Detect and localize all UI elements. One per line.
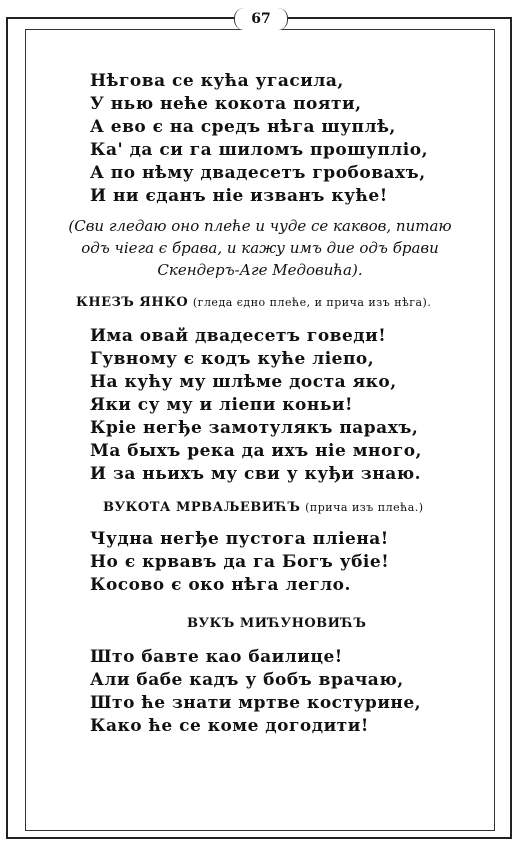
speaker-name: ВУКЪ МИЋУНОВИЋЪ [187,616,367,631]
verse-line: На кућу му шлѣме доста яко, [90,372,397,392]
stanza-2 [90,325,422,486]
verse-line: Кріе негђе замотулякъ парахъ, [90,418,419,438]
stanza-4 [90,646,421,738]
stanza-1 [90,70,428,208]
speaker-heading-vuk [187,616,366,631]
verse-line: Но є крвавъ да га Богъ убіе! [90,552,390,572]
verse-line: Што ће знати мртве костурине, [90,693,422,713]
verse-line: Како ће се коме догодити! [90,716,369,736]
speaker-note: (гледа єдно плеће, и прича изъ нѣга). [192,296,432,309]
speaker-heading-knez-janko [76,295,431,310]
speaker-note: (прича изъ плећа.) [305,501,424,514]
stage-direction-line: Скендеръ-Аге Медовића). [157,261,363,279]
page-number: 67 [234,8,288,30]
verse-line: Косово є око нѣга легло. [90,575,351,595]
verse-line: Нѣгова се кућа угасила, [90,71,344,91]
verse-line: Што бавте као баилице! [90,647,343,667]
verse-line: И ни єданъ ніе изванъ куће! [90,186,388,206]
verse-line: Яки су му и ліепи коньи! [90,395,353,415]
speaker-name: ВУКОТА МРВАЉЕВИЋЪ [103,500,301,515]
verse-line: А ево є на средъ нѣга шуплѣ, [90,117,396,137]
verse-line: Гувному є кодъ куће ліепо, [90,349,375,369]
verse-line: Али бабе кадъ у бобъ врачаю, [90,670,404,690]
verse-line: И за ньихъ му сви у куђи знаю. [90,464,422,484]
stanza-3 [90,528,389,597]
stage-direction-line: (Сви гледаю оно плеће и чуде се каквов, питаю [68,217,452,235]
stage-direction [50,215,470,281]
verse-line: У нью нећe кокота пояти, [90,94,362,114]
verse-line: Има овай двадесетъ говеди! [90,326,387,346]
speaker-heading-vukota [103,500,424,515]
stage-direction-line: одъ чіега є брава, и кажу имъ дие одъ брави [81,239,439,257]
verse-line: Ка' да си га шиломъ прошупліо, [90,140,428,160]
speaker-name: КНЕЗЪ ЯНКО [76,295,189,310]
verse-line: Чудна негђе пустога пліена! [90,529,389,549]
verse-line: А по нѣму двадесетъ гробовахъ, [90,163,426,183]
verse-line: Ма быхъ река да ихъ ніе много, [90,441,422,461]
